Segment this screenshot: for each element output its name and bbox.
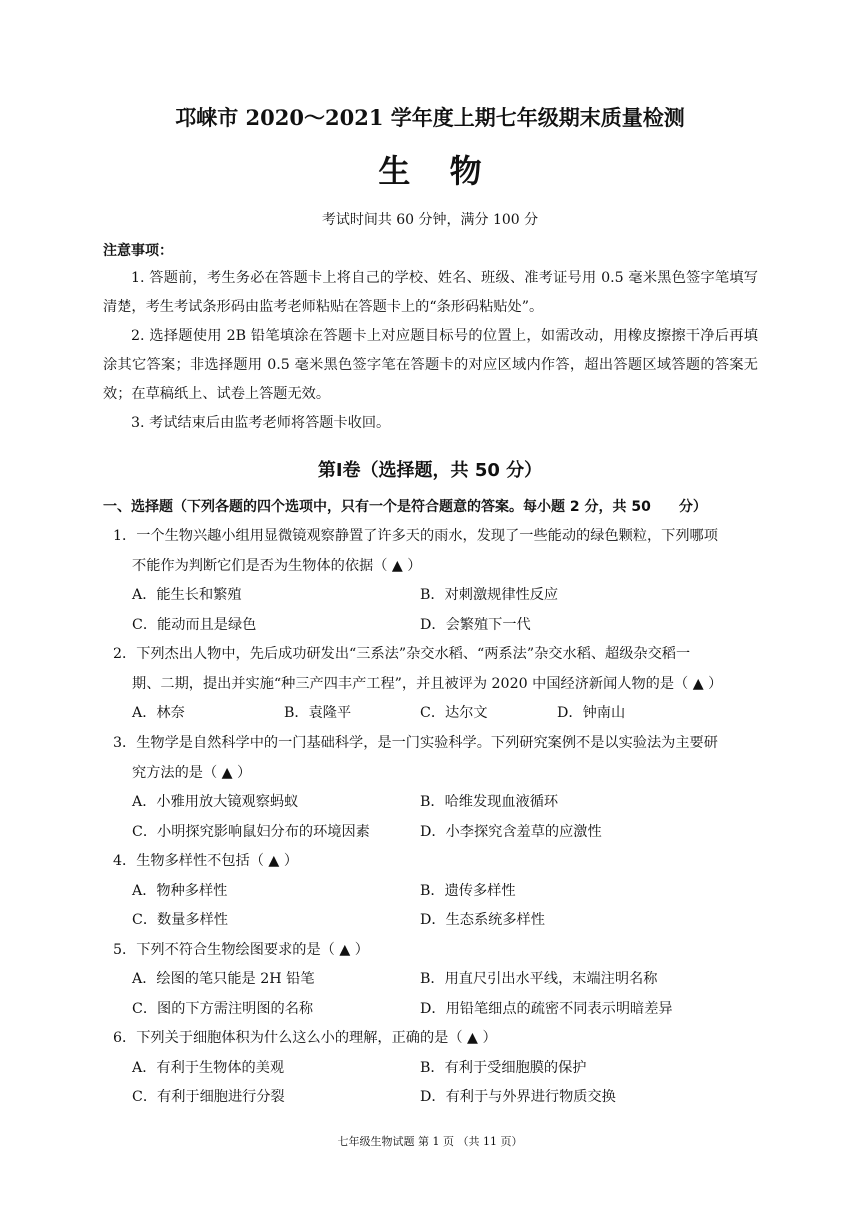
question-3-line-2: 究方法的是（ ▲ ） <box>132 765 252 781</box>
question-1-option-c: C．能动而且是绿色 <box>132 617 257 633</box>
exam-title: 邛崃市 2020～2021 学年度上期七年级期末质量检测 <box>175 105 685 130</box>
question-2-option-c: C．达尔文 <box>420 705 488 721</box>
notice-item-1: 1. 答题前，考生务必在答题卡上将自己的学校、姓名、班级、准考证号用 0.5 毫米黑色签字笔填写清楚，考生考试条形码由监考老师粘贴在答题卡上的“条形码粘贴处”。 <box>103 270 758 315</box>
question-1-option-a: A．能生长和繁殖 <box>132 587 242 603</box>
exam-info: 考试时间共 60 分钟，满分 100 分 <box>321 212 539 228</box>
question-6-line-1: 6．下列关于细胞体积为什么这么小的理解，正确的是（ ▲ ） <box>113 1030 497 1046</box>
question-3-option-b: B．哈维发现血液循环 <box>420 794 559 810</box>
question-2-option-b: B．袁隆平 <box>284 705 352 721</box>
question-3-option-d: D．小李探究含羞草的应激性 <box>420 824 602 840</box>
question-6-option-d: D．有利于与外界进行物质交换 <box>420 1089 616 1105</box>
question-5-option-d: D．用铅笔细点的疏密不同表示明暗差异 <box>420 1001 673 1017</box>
page-footer: 七年级生物试题 第 1 页 （共 11 页） <box>337 1135 523 1148</box>
question-1-line-1: 1．一个生物兴趣小组用显微镜观察静置了许多天的雨水，发现了一些能动的绿色颗粒，下列哪项 <box>113 528 718 544</box>
question-2-line-2: 期、二期，提出并实施“种三产四丰产工程”，并且被评为 2020 中国经济新闻人物的是（ ▲ ） <box>132 676 723 692</box>
question-4-line-1: 4．生物多样性不包括（ ▲ ） <box>113 853 299 869</box>
question-1-option-b: B．对刺激规律性反应 <box>420 587 559 603</box>
section-title: 第Ⅰ卷（选择题，共 50 分） <box>317 460 543 481</box>
question-6-option-c: C．有利于细胞进行分裂 <box>132 1089 285 1105</box>
question-3-line-1: 3．生物学是自然科学中的一门基础科学，是一门实验科学。下列研究案例不是以实验法为主要研 <box>113 735 718 751</box>
question-6-option-a: A．有利于生物体的美观 <box>132 1060 285 1076</box>
question-4-option-d: D．生态系统多样性 <box>420 912 545 928</box>
notice-item-3: 3. 考试结束后由监考老师将答题卡收回。 <box>131 415 391 431</box>
question-1-line-2: 不能作为判断它们是否为生物体的依据（ ▲ ） <box>132 558 422 574</box>
question-2-option-a: A．林奈 <box>132 705 185 721</box>
part-title: 一、选择题（下列各题的四个选项中，只有一个是符合题意的答案。每小题 2 分，共 50 分） <box>103 499 707 515</box>
notice-item-2: 2. 选择题使用 2B 铅笔填涂在答题卡上对应题目标号的位置上，如需改动，用橡皮擦擦干净后再填涂其它答案；非选择题用 0.5 毫米黑色签字笔在答题卡的对应区域内作答，超出答题区域答题的答案无效；在草稿纸上、试卷上答题无效。 <box>103 328 758 402</box>
question-3-option-c: C．小明探究影响鼠妇分布的环境因素 <box>132 824 370 840</box>
question-5-line-1: 5．下列不符合生物绘图要求的是（ ▲ ） <box>113 942 369 958</box>
question-4-option-b: B．遗传多样性 <box>420 883 516 899</box>
question-6-option-b: B．有利于受细胞膜的保护 <box>420 1060 587 1076</box>
question-2-option-d: D．钟南山 <box>557 705 626 721</box>
question-4-option-a: A．物种多样性 <box>132 883 228 899</box>
question-4-option-c: C．数量多样性 <box>132 912 228 928</box>
question-5-option-a: A．绘图的笔只能是 2H 铅笔 <box>132 971 315 987</box>
question-2-line-1: 2．下列杰出人物中，先后成功研发出“三系法”杂交水稻、“两系法”杂交水稻、超级杂交稻一 <box>113 646 691 662</box>
question-5-option-c: C．图的下方需注明图的名称 <box>132 1001 314 1017</box>
question-5-option-b: B．用直尺引出水平线，末端注明名称 <box>420 971 658 987</box>
notice-heading: 注意事项： <box>103 243 173 259</box>
question-3-option-a: A．小雅用放大镜观察蚂蚁 <box>132 794 299 810</box>
subject-title: 生 物 <box>378 152 496 190</box>
question-1-option-d: D．会繁殖下一代 <box>420 617 531 633</box>
